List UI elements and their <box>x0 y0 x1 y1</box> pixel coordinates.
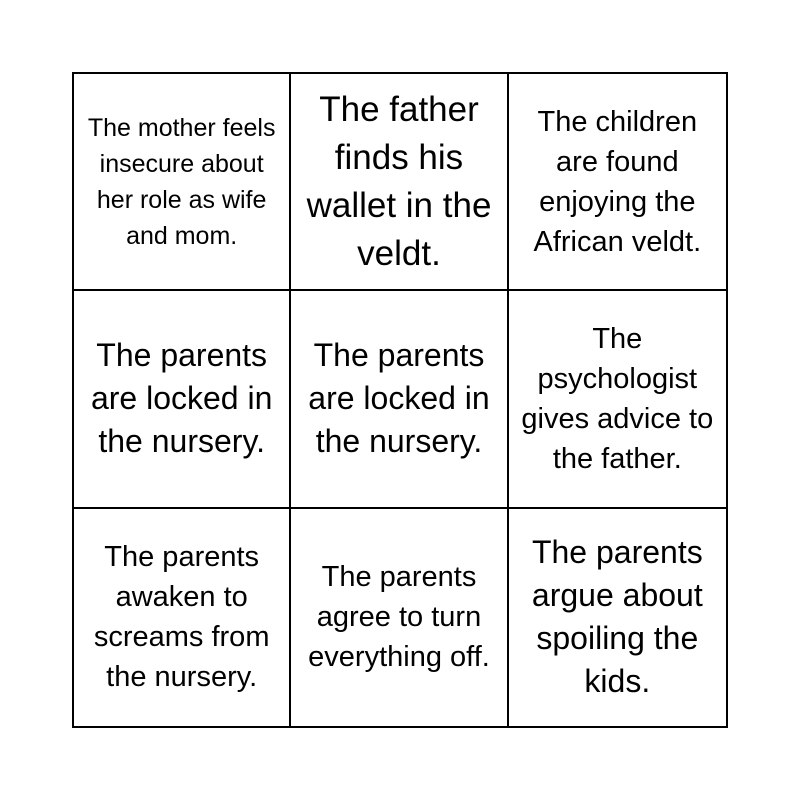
bingo-cell-text: The parents are locked in the nursery. <box>308 337 490 460</box>
bingo-cell[interactable] <box>291 291 508 508</box>
bingo-cell[interactable] <box>74 74 291 291</box>
bingo-cell-text: The psychologist gives advice to the father. <box>521 322 714 475</box>
bingo-cell[interactable] <box>509 509 726 726</box>
bingo-cell-text: The mother feels insecure about her role as wife and mom. <box>87 113 276 250</box>
bingo-cell[interactable] <box>74 509 291 726</box>
bingo-cell-text: The father finds his wallet in the veldt. <box>306 89 492 273</box>
bingo-cell-text: The parents agree to turn everything off. <box>308 561 490 674</box>
bingo-cell[interactable] <box>291 74 508 291</box>
bingo-cell[interactable] <box>509 291 726 508</box>
bingo-cell[interactable] <box>509 74 726 291</box>
bingo-cell-text: The parents are locked in the nursery. <box>90 337 273 460</box>
bingo-cell-text: The children are found enjoying the African veldt. <box>533 105 702 258</box>
bingo-cell-text: The parents awaken to screams from the nursery. <box>93 541 270 694</box>
bingo-cell[interactable] <box>291 509 508 726</box>
bingo-cell-text: The parents argue about spoiling the kids. <box>531 534 703 700</box>
bingo-board <box>72 72 728 728</box>
bingo-cell[interactable] <box>74 291 291 508</box>
